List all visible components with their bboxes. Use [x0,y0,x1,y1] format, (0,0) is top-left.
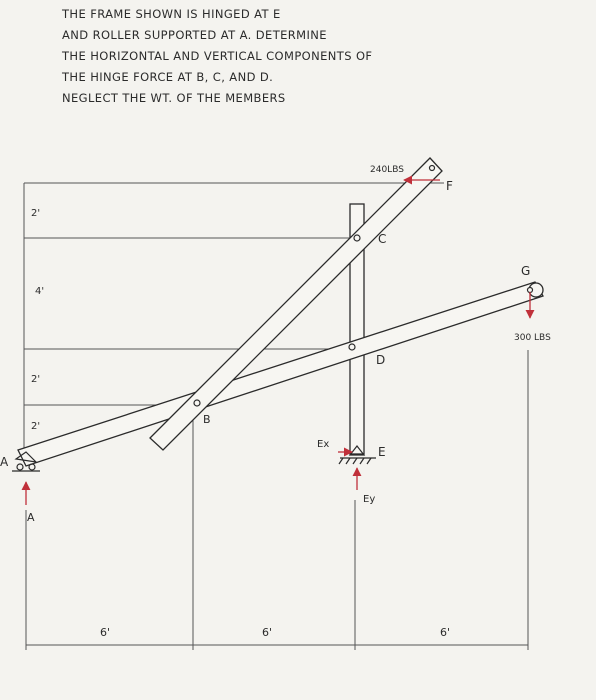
label-d: D [376,353,386,367]
label-ex: Ex [317,439,330,450]
dim-vertical-2: 4' [35,286,45,297]
label-load-g: 300 LBS [514,333,551,343]
problem-line: AND ROLLER SUPPORTED AT A. DETERMINE [62,28,327,42]
dim-horizontal-1: 6' [100,626,111,639]
problem-line: THE HINGE FORCE AT B, C, AND D. [62,70,274,84]
label-f: F [446,179,453,193]
label-ey: Ey [363,494,376,505]
label-c: C [378,232,387,246]
problem-line: THE HORIZONTAL AND VERTICAL COMPONENTS OF [62,49,373,63]
pin-d [349,344,355,350]
pin-b [194,400,200,406]
dim-vertical-1: 2' [31,208,41,219]
dim-horizontal-2: 6' [262,626,273,639]
pin-g [528,288,533,293]
label-b: B [203,413,211,426]
pin-f [430,166,435,171]
label-a-left: A [0,455,9,469]
dim-vertical-3: 2' [31,374,41,385]
reference-lines [24,183,531,650]
problem-line: NEGLECT THE WT. OF THE MEMBERS [62,91,286,105]
label-e: E [378,445,386,459]
dim-horizontal-3: 6' [440,626,451,639]
pin-c [354,235,360,241]
label-g: G [521,264,531,278]
dim-vertical-4: 2' [31,421,41,432]
label-load-f: 240LBS [370,165,404,175]
problem-line: THE FRAME SHOWN IS HINGED AT E [62,7,281,21]
label-a-reaction: A [27,511,35,524]
member-b-c-f [150,158,442,450]
